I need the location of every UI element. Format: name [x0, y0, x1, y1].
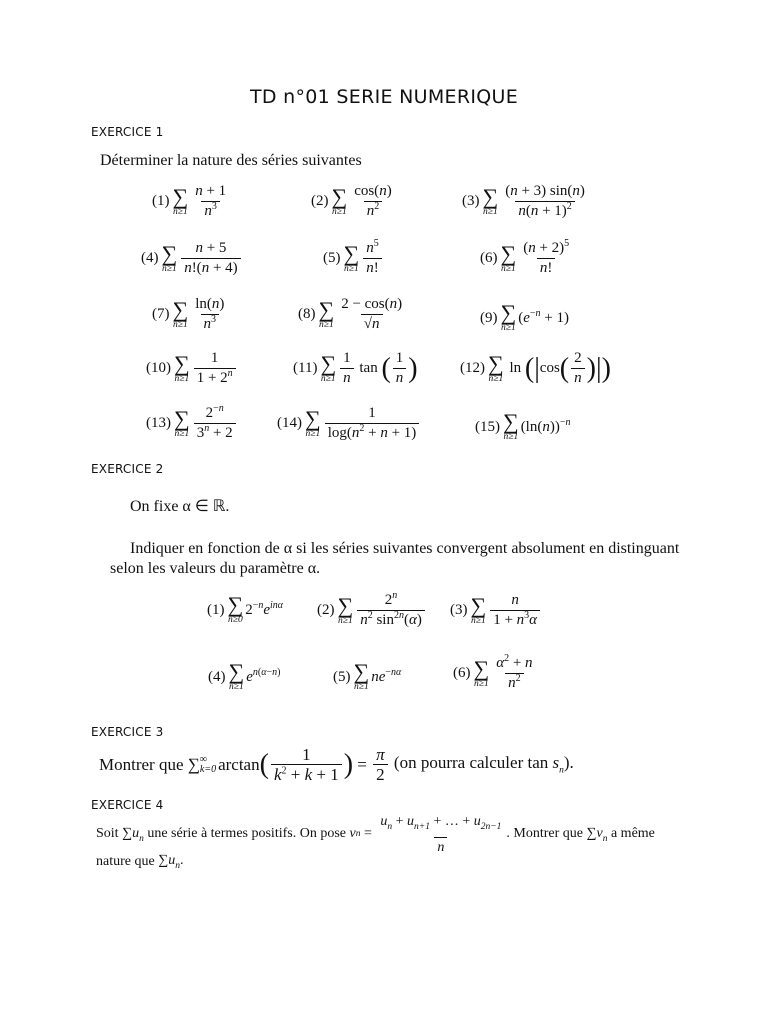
ex2-series-3: (3) ∑ n≥1 $\frac{n}{1 + n^3\alpha}$: [450, 592, 542, 629]
ex1-series-15: (15) ∑ n≥1 $(\ln(n))^{-n}$: [475, 409, 571, 442]
ex1-series-7: (7) ∑ n≥1 $\frac{\ln(n)}{n^3}$: [152, 296, 225, 332]
ex2-series-5: (5) ∑ n≥1 $ne^{-n\alpha}$: [333, 659, 402, 692]
ex1-series-4: (4) ∑ n≥1 $\frac{n + 5}{n!(n + 4)}$: [141, 240, 243, 277]
ex1-series-10: (10) ∑ n≥1 $\frac{1}{1 + 2^n}$: [146, 350, 238, 387]
ex1-series-14: (14) ∑ n≥1 $\frac{1}{\log(n^2 + n + 1)}$: [277, 405, 421, 442]
ex1-series-9: (9) ∑ n≥1 $(e^{-n} + 1)$: [480, 300, 569, 333]
ex4-line-2: nature que $\sum u_n$.: [96, 853, 184, 871]
ex1-series-8: (8) ∑ n≥1 $\frac{2 - \cos(n)}{√n}$: [298, 296, 403, 332]
exercise-3-heading: EXERCICE 3: [91, 725, 164, 739]
ex1-series-12: (12) ∑ n≥1 ln ( | cos ( $\frac{2}{n}$ ) | ): [460, 350, 611, 386]
ex2-series-6: (6) ∑ n≥1 $\frac{\alpha^2 + n}{n^2}$: [453, 653, 533, 691]
page-title: TD n°01 SERIE NUMERIQUE: [249, 86, 519, 108]
ex1-series-6: (6) ∑ n≥1 $\frac{(n + 2)^5}{n!}$: [480, 238, 570, 276]
ex2-series-4: (4) ∑ n≥1 $e^{n(\alpha-n)}$: [208, 659, 281, 692]
ex1-series-11: (11) ∑ n≥1 $\frac{1}{n}$ tan ( $\frac{1}{n}$ ): [293, 350, 418, 386]
ex3-statement: Montrer que ∑ ∞ k=0 arctan ( $\frac{1}{k^2 + k + 1}$ ) = $\frac{\pi}{2}$ (on pourra calculer $\tan s_n$).: [99, 745, 574, 784]
exercise-2-heading: EXERCICE 2: [91, 462, 164, 476]
exercise-1-heading: EXERCICE 1: [91, 125, 164, 139]
ex1-series-5: (5) ∑ n≥1 $\frac{n^5}{n!}$: [323, 240, 384, 277]
ex2-series-1: (1) ∑ n≥0 $2^{-n}e^{in\alpha}$: [207, 592, 284, 625]
ex1-series-13: (13) ∑ n≥1 $\frac{2^{-n}}{3^n + 2}$: [146, 405, 238, 442]
ex4-line-1: Soit $\sum u_n$ une série à termes positifs. On pose v n = $\frac{u_n + u_{n+1} + \dots + u_{2n-1}}{n}$ . Montrer que $\sum v_n$ a même: [96, 814, 655, 855]
ex1-series-2: (2) ∑ n≥1 $\frac{\cos(n)}{n^2}$: [311, 183, 392, 219]
ex1-series-3: (3) ∑ n≥1 $\frac{(n + 3) \sin(n)}{n(n + 1)^2}$: [462, 183, 585, 219]
exercise-2-line-1: On fixe α ∈ ℝ.: [130, 498, 230, 515]
exercise-2-line-3: selon les valeurs du paramètre α.: [110, 560, 321, 577]
exercise-2-line-2: Indiquer en fonction de α si les séries suivantes convergent absolument en distinguant: [130, 540, 680, 557]
exercise-4-heading: EXERCICE 4: [91, 798, 164, 812]
ex1-series-1: (1) ∑ n≥1 $\frac{n + 1}{n^3}$: [152, 183, 227, 219]
ex2-series-2: (2) ∑ n≥1 $\frac{2^n}{n^2 \sin^{2n}(\alpha)}$: [317, 592, 427, 629]
exercise-1-instruction: Déterminer la nature des séries suivantes: [100, 152, 362, 169]
